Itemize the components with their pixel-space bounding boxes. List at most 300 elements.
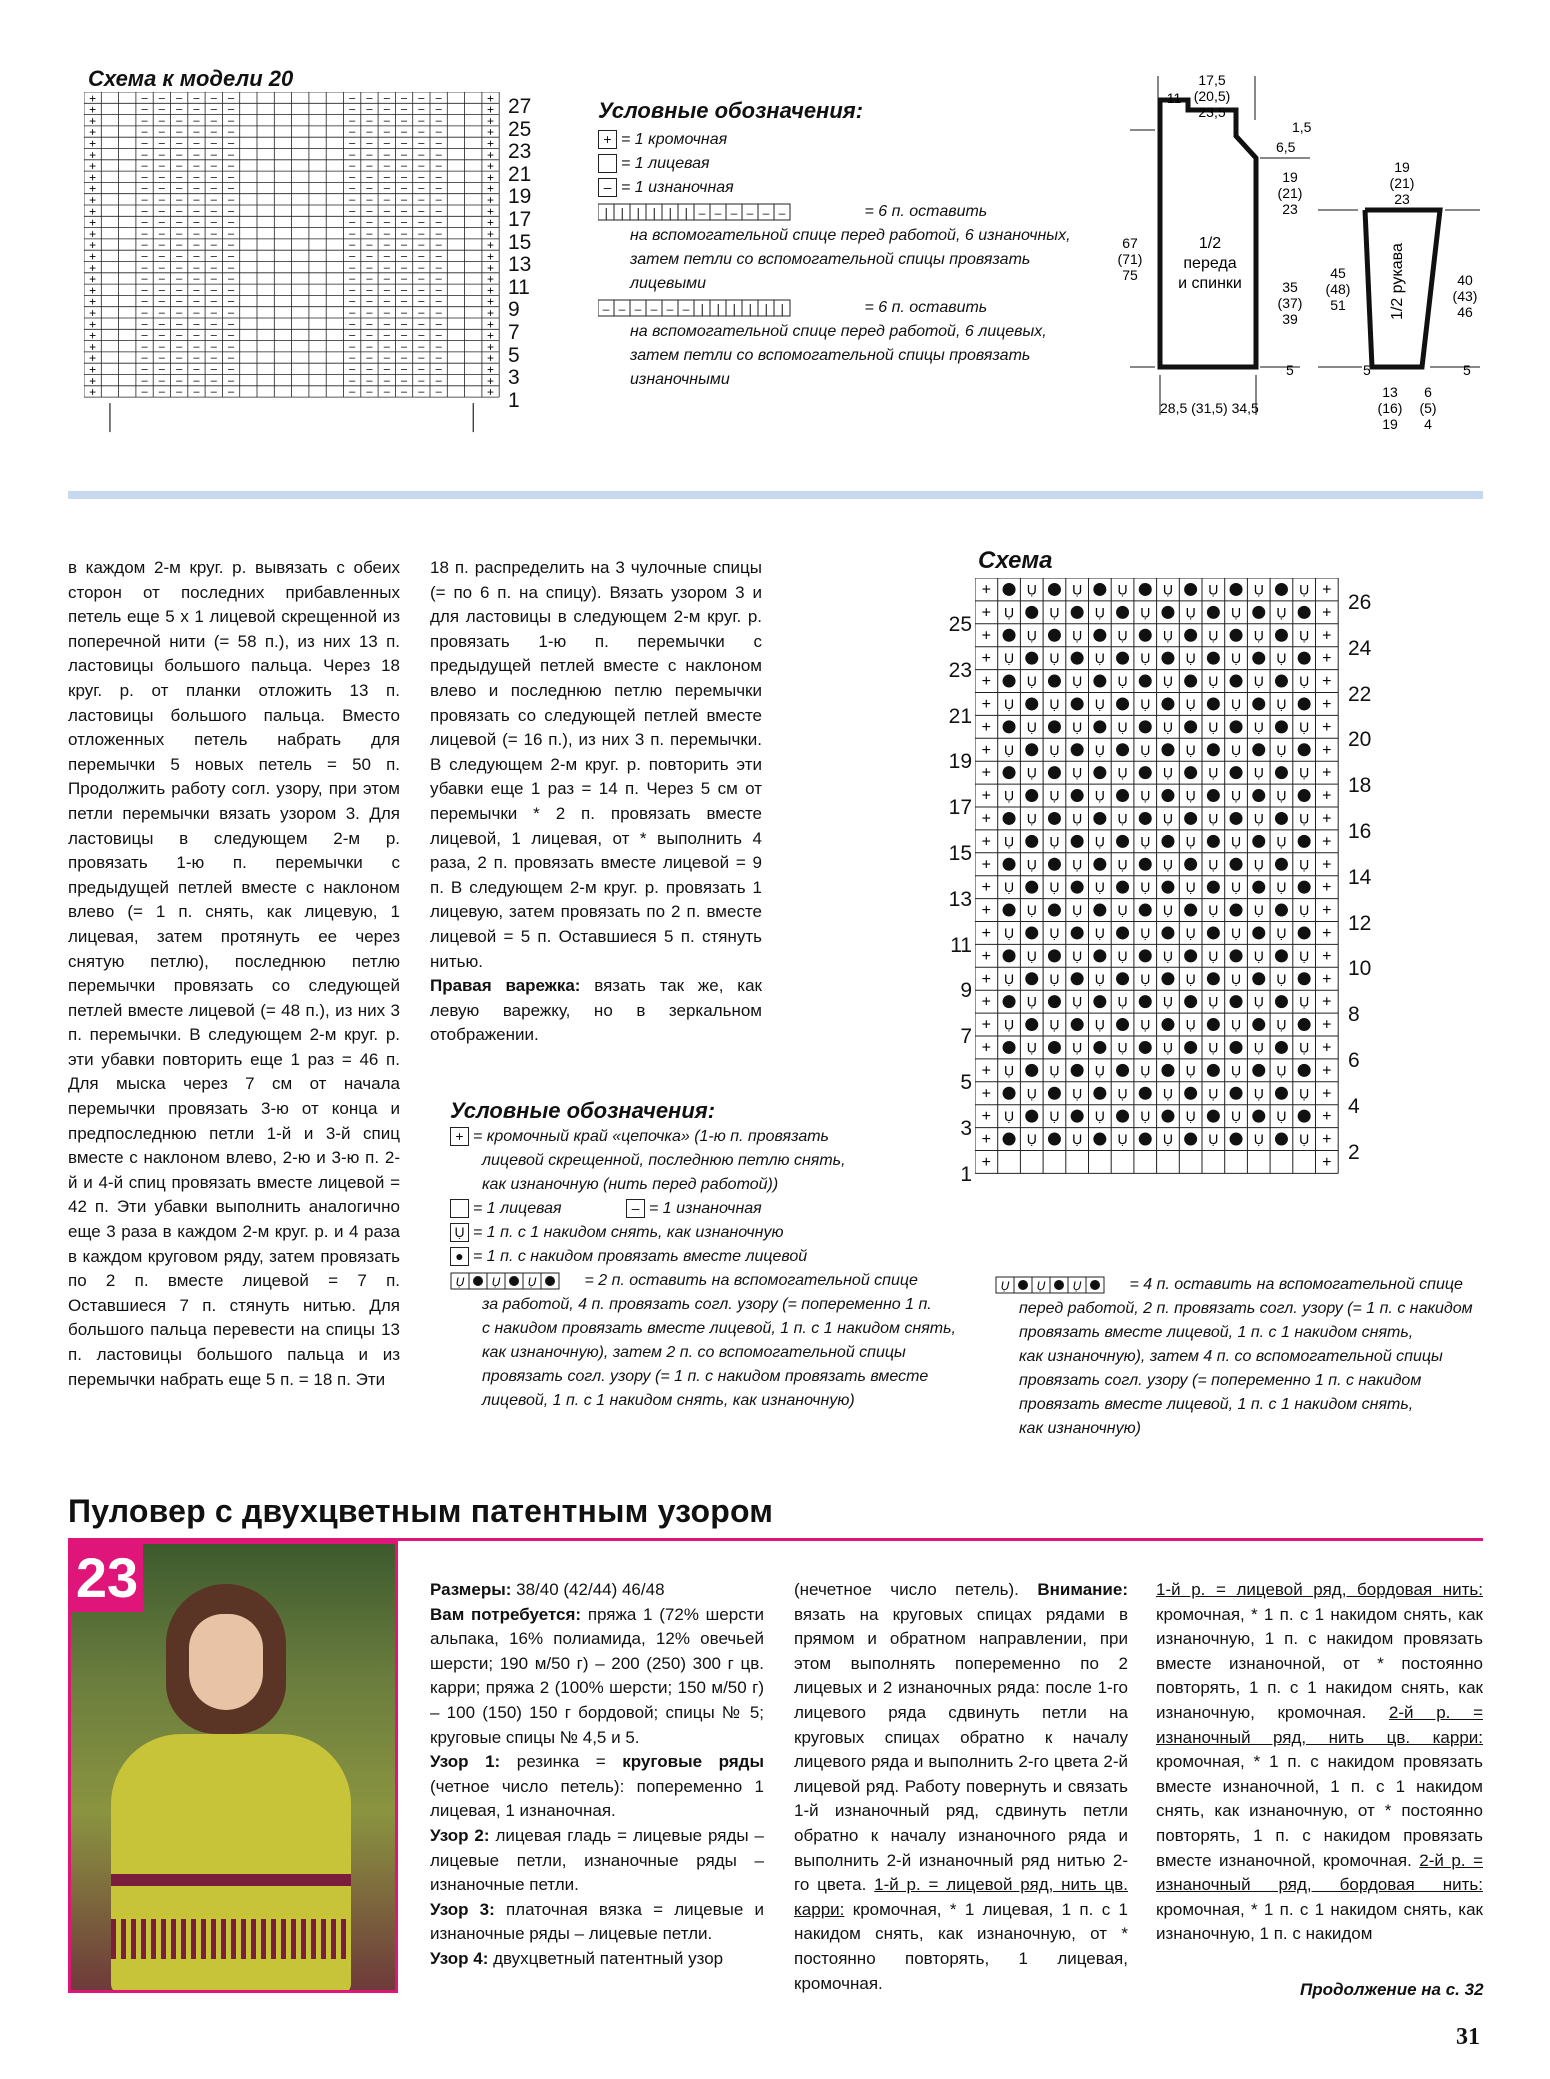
purl-mark: – <box>383 273 390 286</box>
purl-mark: – <box>349 273 356 286</box>
purl-mark: – <box>383 329 390 342</box>
row-number: 23 <box>508 140 532 164</box>
cable-mark: | <box>716 301 720 316</box>
purl-mark: – <box>366 103 373 116</box>
dot-stitch-mark <box>1003 629 1016 642</box>
purl-mark: – <box>349 284 356 297</box>
dot-stitch-mark <box>1071 697 1084 710</box>
yarn-over-slip-mark: Ụ <box>1208 1039 1219 1056</box>
purl-mark: – <box>176 205 183 218</box>
cable-right-icon <box>598 299 860 317</box>
dot-stitch-mark <box>1139 1087 1152 1100</box>
purl-mark: – <box>158 318 165 331</box>
cable-mark: – <box>666 301 674 316</box>
yarn-over-slip-mark: Ụ <box>1230 695 1242 712</box>
purl-mark: – <box>158 284 165 297</box>
dot-stitch-mark <box>1252 743 1265 756</box>
cable-mark: – <box>650 301 658 316</box>
purl-mark: – <box>400 114 408 127</box>
yarn-over-slip-mark: Ụ <box>1299 764 1310 781</box>
purl-mark: – <box>366 374 373 387</box>
purl-mark: – <box>227 103 235 116</box>
edge-stitch-mark: + <box>487 283 495 298</box>
dot-stitch-mark <box>1207 652 1220 665</box>
dot-stitch-mark <box>1184 720 1197 733</box>
dot-stitch-mark <box>1275 1133 1288 1146</box>
purl-mark: – <box>383 307 390 319</box>
edge-chain-mark: + <box>981 787 992 805</box>
purl-mark: – <box>193 307 200 319</box>
yarn-over-slip-mark: Ụ <box>1208 1131 1219 1148</box>
garment-pattern <box>1100 70 1520 450</box>
purl-mark: – <box>435 182 442 195</box>
purl-mark: – <box>366 250 373 263</box>
purl-mark: – <box>227 182 235 195</box>
yarn-over-slip-mark: Ụ <box>1230 1016 1242 1033</box>
dot-stitch-mark <box>1161 1110 1174 1123</box>
dot-stitch-mark <box>1275 949 1288 962</box>
purl-mark: – <box>400 295 408 308</box>
purl-mark: – <box>400 205 408 218</box>
dot-stitch-mark <box>1207 1064 1220 1077</box>
dot-stitch-mark <box>1207 1018 1220 1031</box>
purl-mark: – <box>366 340 373 353</box>
cable-mark: | <box>780 301 784 316</box>
row-number: 17 <box>508 207 532 231</box>
dot-stitch-mark <box>1116 972 1129 985</box>
dot-stitch-mark <box>1048 812 1061 825</box>
edge-chain-mark: + <box>1322 993 1332 1011</box>
edge-chain-mark: + <box>981 764 992 782</box>
yarn-over-slip-mark: Ụ <box>1026 810 1037 827</box>
yarn-over-slip-mark: Ụ <box>1094 924 1105 941</box>
cable-mark: – <box>602 301 610 316</box>
edge-chain-mark: + <box>1322 1039 1332 1057</box>
purl-mark: – <box>193 126 200 139</box>
yarn-over-slip-mark: Ụ <box>1094 695 1105 712</box>
yarn-over-slip-mark: Ụ <box>1049 970 1060 987</box>
dot-stitch-mark <box>1139 949 1152 962</box>
purl-mark: – <box>210 171 217 184</box>
yarn-over-slip-mark: Ụ <box>1299 947 1310 964</box>
row-number: 7 <box>508 320 520 344</box>
purl-mark: – <box>141 261 148 274</box>
purl-mark: – <box>210 126 217 139</box>
cable-mark: – <box>746 205 754 220</box>
purl-mark: – <box>383 103 390 116</box>
yarn-over-slip-mark: Ụ <box>1299 581 1310 598</box>
purl-mark: – <box>141 182 148 195</box>
dot-stitch-mark <box>1048 675 1061 688</box>
yarn-over-slip-mark: Ụ <box>1072 1039 1083 1056</box>
edge-chain-mark: + <box>1322 787 1332 805</box>
purl-mark: – <box>400 307 408 319</box>
body-label-2: переда <box>1183 255 1237 272</box>
dim-armhole: 19 <box>1282 169 1298 185</box>
dot-stitch-mark <box>1184 995 1197 1008</box>
dot-stitch-mark <box>1071 1110 1084 1123</box>
legend1 <box>598 128 1071 392</box>
yarn-over-slip-mark: Ụ <box>1276 741 1287 758</box>
dot-stitch-mark <box>1184 904 1197 917</box>
purl-mark: – <box>210 216 217 229</box>
purl-mark: – <box>158 194 165 206</box>
purl-mark: – <box>400 250 408 263</box>
yarn-over-slip-mark: Ụ <box>1117 1039 1128 1056</box>
yarn-over-slip-mark: Ụ <box>1049 1108 1060 1125</box>
yarn-over-slip-mark: Ụ <box>1094 650 1105 667</box>
dot-stitch-mark <box>1298 652 1311 665</box>
purl-mark: – <box>366 227 373 240</box>
yarn-over-slip-mark: Ụ <box>1003 924 1015 941</box>
purl-mark: – <box>418 273 425 286</box>
edge-stitch-mark: + <box>487 170 495 185</box>
purl-mark: – <box>383 284 390 297</box>
desc-line: как изнаночную), затем 2 п. со вспомогательной спицы <box>482 1344 906 1361</box>
legend1-knit: = 1 лицевая <box>621 155 710 172</box>
purl-mark: – <box>400 374 408 387</box>
purl-mark: – <box>141 137 148 150</box>
cable-mark: | <box>652 205 656 220</box>
purl-mark: – <box>349 171 356 184</box>
knit-stitch-icon <box>598 154 617 173</box>
edge-stitch-mark: + <box>487 294 495 309</box>
purl-mark: – <box>210 137 217 150</box>
yarn-over-slip-mark: Ụ <box>1049 650 1060 667</box>
dot-stitch-mark <box>1298 743 1311 756</box>
dot-stitch-mark <box>1230 629 1243 642</box>
yarn-over-slip-mark: Ụ <box>1253 810 1264 827</box>
yarn-over-slip-mark: Ụ <box>1162 1131 1174 1148</box>
yarn-over-slip-mark: Ụ <box>1094 879 1105 896</box>
purl-mark: – <box>366 182 373 195</box>
purl-mark: – <box>141 103 148 116</box>
desc-line: лицевой, 1 п. с 1 накидом снять, как изнаночную) <box>482 1392 855 1409</box>
dim-neck: (20,5) <box>1193 88 1231 104</box>
yarn-over-slip-mark: Ụ <box>1140 833 1151 850</box>
edge-chain-mark: + <box>981 1085 992 1103</box>
purl-mark: – <box>366 160 373 173</box>
yarn-over-slip-mark: Ụ <box>1117 1131 1128 1148</box>
dot-stitch-mark <box>1116 1064 1129 1077</box>
dot-stitch-mark <box>1298 1018 1311 1031</box>
purl-stitch-icon: – <box>598 178 617 197</box>
purl-mark: – <box>400 216 408 229</box>
body-label-1: 1/2 <box>1198 235 1222 252</box>
dot-stitch-mark <box>1116 881 1129 894</box>
dot-stitch-mark <box>1184 583 1197 596</box>
yarn-over-slip-mark: Ụ <box>1072 1085 1083 1102</box>
purl-mark: – <box>435 137 442 150</box>
dot-stitch-mark <box>1003 904 1016 917</box>
purl-mark: – <box>158 329 165 342</box>
purl-mark: – <box>193 137 200 150</box>
purl-mark: – <box>210 205 217 218</box>
dot-stitch-mark <box>1275 858 1288 871</box>
purl-mark: – <box>366 284 373 297</box>
edge-stitch-mark: + <box>487 249 495 264</box>
purl-mark: – <box>418 239 425 252</box>
dot-stitch-mark <box>1139 1133 1152 1146</box>
yarn-over-slip-mark: Ụ <box>1162 902 1174 919</box>
purl-mark: – <box>366 318 373 331</box>
row-number: 25 <box>508 117 532 141</box>
yarn-over-slip-mark: Ụ <box>1026 856 1037 873</box>
dot-stitch-mark <box>1071 652 1084 665</box>
dot-stitch-mark <box>1093 995 1106 1008</box>
edge-chain-mark: + <box>981 810 992 828</box>
dim-armhole: 23 <box>1282 201 1298 217</box>
dot-stitch-mark <box>1207 789 1220 802</box>
row-number: 9 <box>960 979 972 1003</box>
purl-mark: – <box>141 329 148 342</box>
edge-stitch-mark: + <box>487 226 495 241</box>
edge-stitch-mark: + <box>89 362 97 377</box>
edge-stitch-mark: + <box>487 260 495 275</box>
purl-mark: – <box>193 194 200 206</box>
purl-mark: – <box>193 318 200 331</box>
purl-mark: – <box>435 148 442 161</box>
yarn-over-slip-mark: Ụ <box>527 1274 537 1289</box>
purl-mark: – <box>435 194 442 206</box>
purl-mark: – <box>227 216 235 229</box>
purl-mark: – <box>176 250 183 263</box>
yarn-over-slip-mark: Ụ <box>1185 1108 1196 1125</box>
body-label-3: и спинки <box>1178 275 1242 292</box>
purl-mark: – <box>227 295 235 308</box>
purl-mark: – <box>141 386 148 399</box>
dot-stitch-mark <box>1298 1064 1311 1077</box>
purl-mark: – <box>435 363 442 376</box>
purl-mark: – <box>400 194 408 206</box>
edge-stitch-mark: + <box>89 306 97 320</box>
yarn-over-slip-mark: Ụ <box>1094 1016 1105 1033</box>
edge-chain-mark: + <box>981 1131 992 1149</box>
purl-mark: – <box>227 261 235 274</box>
purl-mark: – <box>158 386 165 399</box>
purl-mark: – <box>400 137 408 150</box>
dot-stitch-mark <box>1093 629 1106 642</box>
dot-stitch-mark <box>1298 926 1311 939</box>
dot-stitch-mark <box>1139 583 1152 596</box>
desc-line: провязать вместе лицевой, 1 п. с 1 накидом снять, <box>1019 1396 1414 1413</box>
purl-mark: – <box>435 126 442 139</box>
edge-chain-mark: + <box>1322 1108 1332 1126</box>
purl-mark: – <box>227 250 235 263</box>
edge-chain-mark: + <box>1322 1131 1332 1149</box>
dot-stitch-mark <box>1093 1041 1106 1054</box>
edge-stitch-mark: + <box>487 92 495 106</box>
dot-stitch-mark <box>1252 652 1265 665</box>
purl-mark: – <box>227 329 235 342</box>
yarn-over-slip-mark: Ụ <box>1072 718 1083 735</box>
edge-chain-mark: + <box>981 833 992 851</box>
yarn-over-slip-mark: Ụ <box>1299 1131 1310 1148</box>
row-number: 11 <box>508 275 530 299</box>
purl-mark: – <box>141 273 148 286</box>
purl-mark: – <box>141 227 148 240</box>
yarn-over-slip-mark: Ụ <box>1185 924 1196 941</box>
purl-mark: – <box>435 374 442 387</box>
yarn-over-slip-mark: Ụ <box>1253 947 1264 964</box>
edge-chain-mark: + <box>981 924 992 942</box>
yarn-over-slip-mark: Ụ <box>1253 993 1264 1010</box>
purl-mark: – <box>349 352 356 365</box>
edge-chain-mark: + <box>981 718 992 736</box>
purl-mark: – <box>210 307 217 319</box>
edge-stitch-mark: + <box>487 317 495 332</box>
purl-mark: – <box>227 284 235 297</box>
dot-stitch-mark <box>1230 812 1243 825</box>
yarn-over-slip-mark: Ụ <box>1094 970 1105 987</box>
edge-stitch-mark: + <box>89 193 97 207</box>
row-number: 13 <box>508 253 532 277</box>
dot-stitch-mark <box>1275 812 1288 825</box>
purl-mark: – <box>227 227 235 240</box>
purl-mark: – <box>176 261 183 274</box>
dim-sleeve-side: (5) <box>1419 400 1437 416</box>
purl-mark: – <box>383 250 390 263</box>
purl-mark: – <box>349 386 356 399</box>
edge-stitch-mark: + <box>487 125 495 140</box>
purl-mark: – <box>176 318 183 331</box>
row-number: 24 <box>1348 636 1372 660</box>
purl-mark: – <box>366 114 373 127</box>
dot-stitch-mark <box>1161 835 1174 848</box>
purl-mark: – <box>193 250 200 263</box>
purl-mark: – <box>383 340 390 353</box>
edge-chain-mark: + <box>1322 650 1332 668</box>
purl-mark: – <box>349 250 356 263</box>
dot-stitch-mark <box>1116 926 1129 939</box>
dot-stitch-mark <box>1025 652 1038 665</box>
yarn-over-slip-mark: Ụ <box>1230 604 1242 621</box>
row-number: 17 <box>948 796 972 820</box>
purl-mark: – <box>193 92 200 105</box>
dot-stitch-mark <box>1003 675 1016 688</box>
pullover-col3: 1-й р. = лицевой ряд, бордовая нить: кромочная, * 1 п. с 1 накидом снять, как изнаночную, 1 п. с накидом провязать вместе изнаночной, от * постоянно повторять, 1 п. с 1 накидом снять, как изнаночную, кромочная. 2-й р. = изнаночный ряд, нить цв. карри: кромочная, * 1 п. с накидом провязать вместе изнаночной, 1 п. с 1 накидом снять, как изнаночную, от * постоянно повторять, 1 п. с накидом провязать вместе изнаночной, кромочная. 2-й р. = изнаночный ряд, бордовая нить: кромочная, * 1 п. с 1 накидом снять, как изнаночную, 1 п. с накидом <box>1156 1580 1484 1944</box>
edge-stitch-mark: + <box>487 147 495 162</box>
purl-mark: – <box>193 114 200 127</box>
dot-stitch-mark <box>1071 835 1084 848</box>
dim-sleeve-top: 19 <box>1394 159 1410 175</box>
row-number: 10 <box>1348 957 1372 981</box>
purl-mark: – <box>366 273 373 286</box>
purl-mark: – <box>176 103 183 116</box>
dot-stitch-mark <box>1252 881 1265 894</box>
yarn-over-slip-mark: Ụ <box>1185 787 1196 804</box>
edge-chain-mark: + <box>981 1062 992 1080</box>
dot-stitch-mark <box>1025 881 1038 894</box>
row-number: 20 <box>1348 728 1372 752</box>
yarn-over-slip-mark: Ụ <box>1094 1108 1105 1125</box>
edge-stitch-mark: + <box>89 272 97 287</box>
purl-mark: – <box>418 318 425 331</box>
dot-stitch-mark <box>509 1276 519 1286</box>
desc-line: лицевой скрещенной, последнюю петлю снять, <box>482 1152 846 1169</box>
yarn-over-slip-mark: Ụ <box>1026 993 1037 1010</box>
yarn-over-slip-mark: Ụ <box>1185 695 1196 712</box>
purl-mark: – <box>193 329 200 342</box>
purl-mark: – <box>349 227 356 240</box>
edge-stitch-mark: + <box>89 170 97 185</box>
yarn-over-slip-mark: Ụ <box>1253 1039 1264 1056</box>
yarn-over-slip-mark: Ụ <box>1185 833 1196 850</box>
dim-sleeve-outer: (43) <box>1452 288 1478 304</box>
purl-mark: – <box>193 261 200 274</box>
edge-stitch-mark: + <box>487 306 495 320</box>
dot-stitch-mark <box>1275 904 1288 917</box>
dot-stitch-mark <box>1003 1041 1016 1054</box>
edge-stitch-mark: + <box>89 385 97 400</box>
dot-stitch-mark <box>1230 1087 1243 1100</box>
edge-chain-mark: + <box>981 902 992 920</box>
purl-mark: – <box>141 194 148 206</box>
cable-mark: – <box>730 205 738 220</box>
purl-mark: – <box>400 273 408 286</box>
yarn-over-slip-mark: Ụ <box>1049 695 1060 712</box>
purl-mark: – <box>400 329 408 342</box>
purl-mark: – <box>400 363 408 376</box>
edge-stitch-mark: + <box>487 385 495 400</box>
edge-chain-mark: + <box>1322 902 1332 920</box>
purl-mark: – <box>418 329 425 342</box>
purl-mark: – <box>193 340 200 353</box>
dot-stitch-mark <box>1025 1110 1038 1123</box>
dot-stitch-mark <box>1139 675 1152 688</box>
dot-stitch-mark <box>1071 881 1084 894</box>
dot-stitch-mark <box>473 1276 483 1286</box>
dot-stitch-mark <box>1161 606 1174 619</box>
edge-chain-mark: + <box>981 879 992 897</box>
desc-line: перед работой, 2 п. провязать согл. узору (= 1 п. с накидом <box>1019 1300 1473 1317</box>
dot-stitch-mark <box>1161 789 1174 802</box>
edge-chain-mark: + <box>1322 810 1332 828</box>
dot-stitch-mark <box>1252 697 1265 710</box>
purl-mark: – <box>158 103 165 116</box>
yarn-over-slip-mark: Ụ <box>1000 1278 1010 1293</box>
dim-5: 5 <box>1286 362 1294 378</box>
dot-stitch-mark <box>1298 697 1311 710</box>
yarn-over-slip-mark: Ụ <box>1140 1108 1151 1125</box>
purl-mark: – <box>418 216 425 229</box>
legend2-knit: = 1 лицевая <box>473 1200 562 1217</box>
purl-mark: – <box>158 295 165 308</box>
purl-mark: – <box>418 126 425 139</box>
purl-mark: – <box>400 148 408 161</box>
purl-mark: – <box>227 307 235 319</box>
dim-neck: 23,5 <box>1198 104 1226 120</box>
edge-stitch-mark: + <box>89 339 97 354</box>
purl-mark: – <box>435 386 442 399</box>
purl-mark: – <box>193 374 200 387</box>
edge-stitch-mark: + <box>487 272 495 287</box>
purl-mark: – <box>400 352 408 365</box>
purl-mark: – <box>366 329 373 342</box>
purl-mark: – <box>193 182 200 195</box>
purl-mark: – <box>141 216 148 229</box>
purl-mark: – <box>176 352 183 365</box>
purl-mark: – <box>210 227 217 240</box>
dim-11: 11 <box>1166 90 1182 106</box>
yarn-over-slip-mark: Ụ <box>1230 924 1242 941</box>
yarn-over-slip-mark: Ụ <box>1299 1039 1310 1056</box>
purl-mark: – <box>176 284 183 297</box>
edge-stitch-mark: + <box>89 181 97 196</box>
purl-mark: – <box>400 239 408 252</box>
purl-mark: – <box>383 148 390 161</box>
purl-mark: – <box>176 295 183 308</box>
